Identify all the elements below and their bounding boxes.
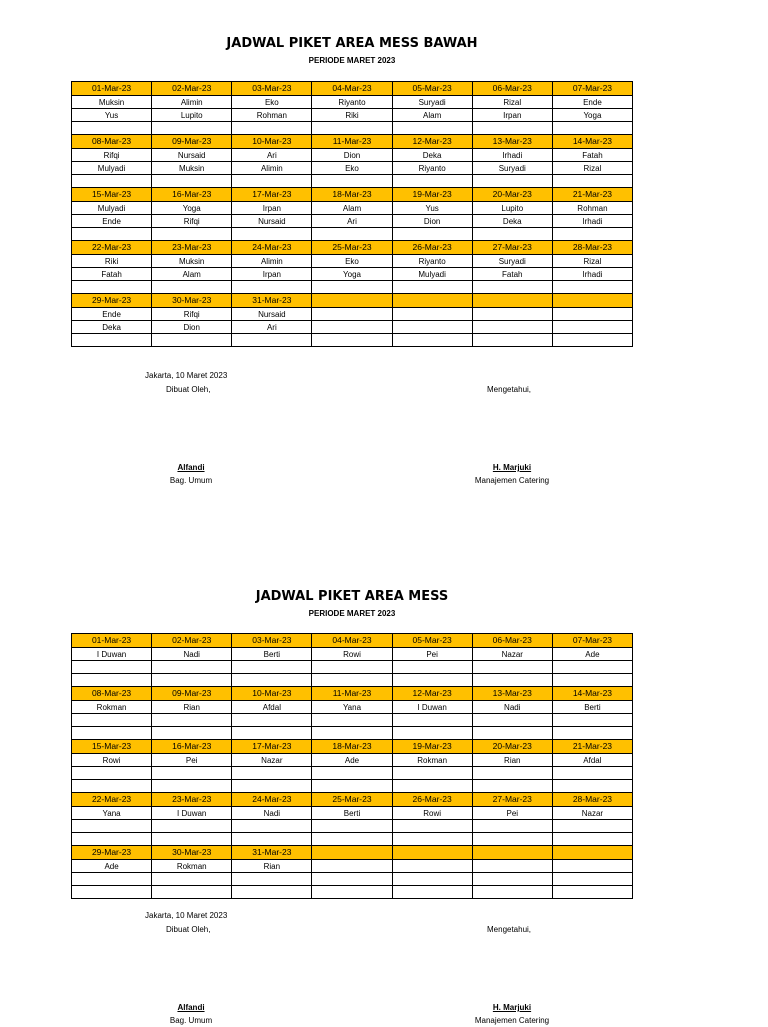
date-cell: 21-Mar-23	[552, 188, 632, 202]
date-cell: 30-Mar-23	[152, 846, 232, 860]
duty-name-cell: Yus	[392, 202, 472, 215]
duty-name-cell: Pei	[392, 648, 472, 661]
duty-name-cell: Irhadi	[552, 268, 632, 281]
duty-name-cell	[472, 780, 552, 793]
date-cell: 18-Mar-23	[312, 188, 392, 202]
date-cell: 24-Mar-23	[232, 793, 312, 807]
date-cell: 26-Mar-23	[392, 241, 472, 255]
date-cell: 27-Mar-23	[472, 241, 552, 255]
duty-name-cell: Pei	[472, 807, 552, 820]
date-cell	[392, 846, 472, 860]
date-cell: 15-Mar-23	[72, 740, 152, 754]
duty-name-cell	[472, 860, 552, 873]
duty-name-cell	[232, 886, 312, 899]
date-cell: 10-Mar-23	[232, 135, 312, 149]
duty-name-cell	[152, 767, 232, 780]
date-cell: 08-Mar-23	[72, 135, 152, 149]
duty-name-cell	[232, 674, 312, 687]
maker-role: Bag. Umum	[169, 476, 213, 485]
date-cell: 12-Mar-23	[392, 135, 472, 149]
date-cell: 06-Mar-23	[472, 634, 552, 648]
duty-name-cell	[552, 767, 632, 780]
date-cell: 03-Mar-23	[232, 82, 312, 96]
duty-name-cell: Muksin	[152, 162, 232, 175]
duty-name-cell: Yana	[72, 807, 152, 820]
place-date: Jakarta, 10 Maret 2023	[145, 371, 228, 380]
duty-name-cell: Rifqi	[152, 308, 232, 321]
duty-name-cell	[72, 873, 152, 886]
duty-name-cell: Rokman	[392, 754, 472, 767]
duty-name-cell	[392, 820, 472, 833]
duty-name-cell: Rowi	[392, 807, 472, 820]
duty-name-cell: Yoga	[152, 202, 232, 215]
duty-name-cell: Alimin	[152, 96, 232, 109]
duty-name-cell	[392, 886, 472, 899]
date-cell: 25-Mar-23	[312, 241, 392, 255]
date-cell: 29-Mar-23	[72, 846, 152, 860]
date-cell: 23-Mar-23	[152, 793, 232, 807]
duty-name-cell	[472, 767, 552, 780]
duty-row	[72, 886, 633, 899]
duty-name-cell	[312, 714, 392, 727]
duty-name-cell: Rowi	[312, 648, 392, 661]
duty-name-cell	[472, 886, 552, 899]
duty-name-cell	[552, 661, 632, 674]
date-header-row	[72, 687, 633, 701]
date-cell: 05-Mar-23	[392, 634, 472, 648]
duty-name-cell	[552, 873, 632, 886]
duty-name-cell	[312, 873, 392, 886]
date-cell: 13-Mar-23	[472, 135, 552, 149]
duty-name-cell	[152, 714, 232, 727]
duty-name-cell	[392, 873, 472, 886]
duty-name-cell: Fatah	[72, 268, 152, 281]
duty-name-cell	[72, 780, 152, 793]
duty-name-cell	[392, 780, 472, 793]
date-cell: 08-Mar-23	[72, 687, 152, 701]
date-cell: 03-Mar-23	[232, 634, 312, 648]
duty-name-cell: Pei	[152, 754, 232, 767]
duty-name-cell	[232, 820, 312, 833]
approver-signature	[452, 1001, 572, 1027]
duty-name-cell: Riki	[72, 255, 152, 268]
acknowledged-label: Mengetahui,	[487, 385, 532, 394]
duty-name-cell: Yoga	[552, 109, 632, 122]
duty-name-cell: Ende	[72, 215, 152, 228]
duty-name-cell: Riki	[312, 109, 392, 122]
duty-name-cell: Berti	[232, 648, 312, 661]
date-cell: 01-Mar-23	[72, 82, 152, 96]
duty-name-cell: Dion	[312, 149, 392, 162]
duty-name-cell	[472, 820, 552, 833]
duty-name-cell: Nursaid	[152, 149, 232, 162]
duty-name-cell	[232, 780, 312, 793]
duty-name-cell: Ari	[232, 321, 312, 334]
duty-name-cell	[152, 780, 232, 793]
date-cell: 01-Mar-23	[72, 634, 152, 648]
date-cell: 04-Mar-23	[312, 82, 392, 96]
duty-name-cell	[152, 886, 232, 899]
duty-row	[72, 807, 633, 820]
date-cell: 27-Mar-23	[472, 793, 552, 807]
duty-name-cell	[72, 727, 152, 740]
duty-name-cell: Nadi	[232, 807, 312, 820]
duty-name-cell	[392, 767, 472, 780]
date-cell: 09-Mar-23	[152, 135, 232, 149]
duty-name-cell: Muksin	[152, 255, 232, 268]
duty-name-cell	[472, 674, 552, 687]
date-header-row	[72, 634, 633, 648]
duty-name-cell	[312, 833, 392, 846]
date-cell: 24-Mar-23	[232, 241, 312, 255]
duty-row	[72, 701, 633, 714]
date-cell: 17-Mar-23	[232, 740, 312, 754]
date-cell: 25-Mar-23	[312, 793, 392, 807]
duty-row	[72, 754, 633, 767]
duty-name-cell	[472, 873, 552, 886]
duty-name-cell: Eko	[312, 255, 392, 268]
date-cell: 29-Mar-23	[72, 294, 152, 308]
duty-name-cell	[472, 727, 552, 740]
duty-row	[72, 767, 633, 780]
duty-name-cell: Rokman	[72, 701, 152, 714]
approver-name: H. Marjuki	[492, 1003, 532, 1012]
duty-name-cell	[392, 674, 472, 687]
duty-name-cell	[552, 860, 632, 873]
duty-name-cell	[152, 873, 232, 886]
duty-name-cell: Irpan	[232, 202, 312, 215]
duty-name-cell	[232, 714, 312, 727]
duty-name-cell: Riyanto	[392, 162, 472, 175]
duty-name-cell: Riyanto	[312, 96, 392, 109]
duty-name-cell	[72, 767, 152, 780]
date-cell	[552, 846, 632, 860]
duty-name-cell: Mulyadi	[72, 202, 152, 215]
duty-row	[72, 820, 633, 833]
duty-row	[72, 873, 633, 886]
duty-name-cell	[152, 674, 232, 687]
duty-name-cell	[552, 674, 632, 687]
date-cell: 07-Mar-23	[552, 634, 632, 648]
duty-name-cell	[312, 661, 392, 674]
duty-name-cell: Nazar	[552, 807, 632, 820]
duty-row	[72, 661, 633, 674]
duty-name-cell: Dion	[392, 215, 472, 228]
duty-name-cell	[552, 886, 632, 899]
duty-name-cell	[472, 661, 552, 674]
date-header-row	[72, 740, 633, 754]
made-by-label: Dibuat Oleh,	[166, 385, 211, 394]
duty-name-cell	[152, 661, 232, 674]
duty-name-cell	[392, 860, 472, 873]
duty-name-cell: Nazar	[232, 754, 312, 767]
duty-name-cell	[312, 780, 392, 793]
duty-row	[72, 727, 633, 740]
duty-name-cell: Ade	[312, 754, 392, 767]
duty-name-cell: Lupito	[152, 109, 232, 122]
duty-name-cell: Alimin	[232, 162, 312, 175]
duty-name-cell	[232, 767, 312, 780]
duty-name-cell: I Duwan	[72, 648, 152, 661]
duty-name-cell: Ende	[72, 308, 152, 321]
date-cell	[312, 846, 392, 860]
duty-name-cell	[552, 780, 632, 793]
date-header-row	[72, 846, 633, 860]
date-cell: 02-Mar-23	[152, 82, 232, 96]
duty-name-cell: Riyanto	[392, 255, 472, 268]
acknowledged-label: Mengetahui,	[487, 925, 532, 934]
duty-name-cell: Rizal	[472, 96, 552, 109]
duty-name-cell: Nursaid	[232, 215, 312, 228]
duty-name-cell: Rian	[472, 754, 552, 767]
date-cell: 05-Mar-23	[392, 82, 472, 96]
date-cell: 21-Mar-23	[552, 740, 632, 754]
duty-name-cell: Yus	[72, 109, 152, 122]
date-cell: 19-Mar-23	[392, 740, 472, 754]
date-cell: 13-Mar-23	[472, 687, 552, 701]
date-cell: 28-Mar-23	[552, 241, 632, 255]
sheet-title: JADWAL PIKET AREA MESS BAWAH	[226, 36, 478, 51]
duty-name-cell: Nadi	[472, 701, 552, 714]
duty-name-cell: Dion	[152, 321, 232, 334]
duty-name-cell	[232, 833, 312, 846]
duty-row	[72, 648, 633, 661]
date-cell: 09-Mar-23	[152, 687, 232, 701]
duty-row	[72, 860, 633, 873]
maker-name: Alfandi	[177, 1003, 205, 1012]
date-cell: 19-Mar-23	[392, 188, 472, 202]
date-cell: 11-Mar-23	[312, 135, 392, 149]
duty-name-cell	[72, 833, 152, 846]
duty-name-cell: Mulyadi	[72, 162, 152, 175]
sheet-period: PERIODE MARET 2023	[308, 56, 396, 65]
duty-name-cell	[232, 873, 312, 886]
duty-name-cell: Deka	[472, 215, 552, 228]
duty-name-cell: Alam	[312, 202, 392, 215]
duty-row	[72, 780, 633, 793]
duty-name-cell: Afdal	[232, 701, 312, 714]
duty-name-cell: Mulyadi	[392, 268, 472, 281]
date-cell: 20-Mar-23	[472, 188, 552, 202]
date-cell: 07-Mar-23	[552, 82, 632, 96]
duty-name-cell: Lupito	[472, 202, 552, 215]
duty-name-cell: Rian	[152, 701, 232, 714]
duty-name-cell	[72, 820, 152, 833]
date-cell: 12-Mar-23	[392, 687, 472, 701]
made-by-label: Dibuat Oleh,	[166, 925, 211, 934]
duty-name-cell: Irhadi	[472, 149, 552, 162]
duty-name-cell	[152, 820, 232, 833]
duty-name-cell	[472, 833, 552, 846]
duty-name-cell: Alimin	[232, 255, 312, 268]
sheet-title: JADWAL PIKET AREA MESS	[255, 589, 449, 604]
duty-name-cell	[232, 661, 312, 674]
duty-name-cell: Suryadi	[472, 162, 552, 175]
date-cell: 23-Mar-23	[152, 241, 232, 255]
date-cell: 20-Mar-23	[472, 740, 552, 754]
duty-name-cell	[312, 886, 392, 899]
duty-row	[72, 714, 633, 727]
duty-name-cell: Yana	[312, 701, 392, 714]
duty-name-cell	[552, 714, 632, 727]
duty-name-cell	[552, 820, 632, 833]
duty-name-cell: Ade	[72, 860, 152, 873]
duty-name-cell: Deka	[392, 149, 472, 162]
duty-name-cell: Rian	[232, 860, 312, 873]
duty-name-cell: Muksin	[72, 96, 152, 109]
duty-name-cell	[152, 833, 232, 846]
date-cell: 17-Mar-23	[232, 188, 312, 202]
date-cell: 28-Mar-23	[552, 793, 632, 807]
date-cell: 31-Mar-23	[232, 294, 312, 308]
date-cell: 06-Mar-23	[472, 82, 552, 96]
duty-name-cell: Deka	[72, 321, 152, 334]
duty-name-cell: Yoga	[312, 268, 392, 281]
date-cell: 10-Mar-23	[232, 687, 312, 701]
duty-name-cell: Ari	[312, 215, 392, 228]
duty-name-cell: Suryadi	[392, 96, 472, 109]
date-cell: 16-Mar-23	[152, 740, 232, 754]
duty-name-cell	[312, 674, 392, 687]
duty-name-cell	[72, 661, 152, 674]
date-cell: 30-Mar-23	[152, 294, 232, 308]
duty-name-cell: Rifqi	[152, 215, 232, 228]
duty-name-cell: Irpan	[472, 109, 552, 122]
duty-name-cell	[312, 727, 392, 740]
approver-role: Manajemen Catering	[474, 476, 550, 485]
duty-name-cell	[392, 727, 472, 740]
maker-signature	[131, 1001, 251, 1027]
duty-name-cell: Eko	[312, 162, 392, 175]
duty-row	[72, 674, 633, 687]
date-cell: 11-Mar-23	[312, 687, 392, 701]
date-cell: 22-Mar-23	[72, 241, 152, 255]
duty-name-cell	[472, 714, 552, 727]
duty-name-cell	[392, 714, 472, 727]
maker-name: Alfandi	[177, 463, 205, 472]
duty-name-cell: Rohman	[232, 109, 312, 122]
duty-name-cell: Eko	[232, 96, 312, 109]
date-cell	[472, 846, 552, 860]
duty-name-cell: Ari	[232, 149, 312, 162]
date-cell: 14-Mar-23	[552, 687, 632, 701]
duty-name-cell: Fatah	[472, 268, 552, 281]
duty-name-cell	[232, 727, 312, 740]
duty-name-cell	[392, 833, 472, 846]
approver-name: H. Marjuki	[492, 463, 532, 472]
sheet-period: PERIODE MARET 2023	[308, 609, 396, 618]
date-cell: 14-Mar-23	[552, 135, 632, 149]
duty-name-cell	[312, 860, 392, 873]
date-cell: 15-Mar-23	[72, 188, 152, 202]
duty-name-cell: Berti	[552, 701, 632, 714]
duty-name-cell	[152, 727, 232, 740]
duty-name-cell: Rizal	[552, 255, 632, 268]
duty-name-cell: Rokman	[152, 860, 232, 873]
duty-name-cell: Irhadi	[552, 215, 632, 228]
duty-name-cell: Suryadi	[472, 255, 552, 268]
date-cell: 18-Mar-23	[312, 740, 392, 754]
duty-name-cell: Rifqi	[72, 149, 152, 162]
date-cell: 26-Mar-23	[392, 793, 472, 807]
duty-name-cell: Irpan	[232, 268, 312, 281]
duty-name-cell	[312, 767, 392, 780]
duty-name-cell: Alam	[152, 268, 232, 281]
duty-name-cell: Rohman	[552, 202, 632, 215]
duty-name-cell: I Duwan	[152, 807, 232, 820]
duty-name-cell: Ende	[552, 96, 632, 109]
duty-name-cell	[72, 886, 152, 899]
duty-name-cell	[72, 674, 152, 687]
date-cell: 31-Mar-23	[232, 846, 312, 860]
duty-name-cell: Berti	[312, 807, 392, 820]
date-cell: 22-Mar-23	[72, 793, 152, 807]
duty-name-cell	[392, 661, 472, 674]
date-cell: 16-Mar-23	[152, 188, 232, 202]
duty-name-cell	[312, 820, 392, 833]
duty-name-cell: Alam	[392, 109, 472, 122]
duty-name-cell: Ade	[552, 648, 632, 661]
date-cell: 04-Mar-23	[312, 634, 392, 648]
duty-name-cell: Rizal	[552, 162, 632, 175]
approver-role: Manajemen Catering	[474, 1016, 550, 1025]
duty-name-cell: Nursaid	[232, 308, 312, 321]
schedule-table	[71, 633, 633, 899]
duty-name-cell: Rowi	[72, 754, 152, 767]
duty-name-cell: Afdal	[552, 754, 632, 767]
duty-name-cell	[72, 714, 152, 727]
date-header-row	[72, 793, 633, 807]
date-cell: 02-Mar-23	[152, 634, 232, 648]
duty-name-cell: Nazar	[472, 648, 552, 661]
duty-name-cell: I Duwan	[392, 701, 472, 714]
place-date: Jakarta, 10 Maret 2023	[145, 911, 228, 920]
maker-role: Bag. Umum	[169, 1016, 213, 1025]
duty-name-cell: Nadi	[152, 648, 232, 661]
duty-name-cell: Fatah	[552, 149, 632, 162]
duty-name-cell	[552, 727, 632, 740]
duty-row	[72, 833, 633, 846]
duty-name-cell	[552, 833, 632, 846]
